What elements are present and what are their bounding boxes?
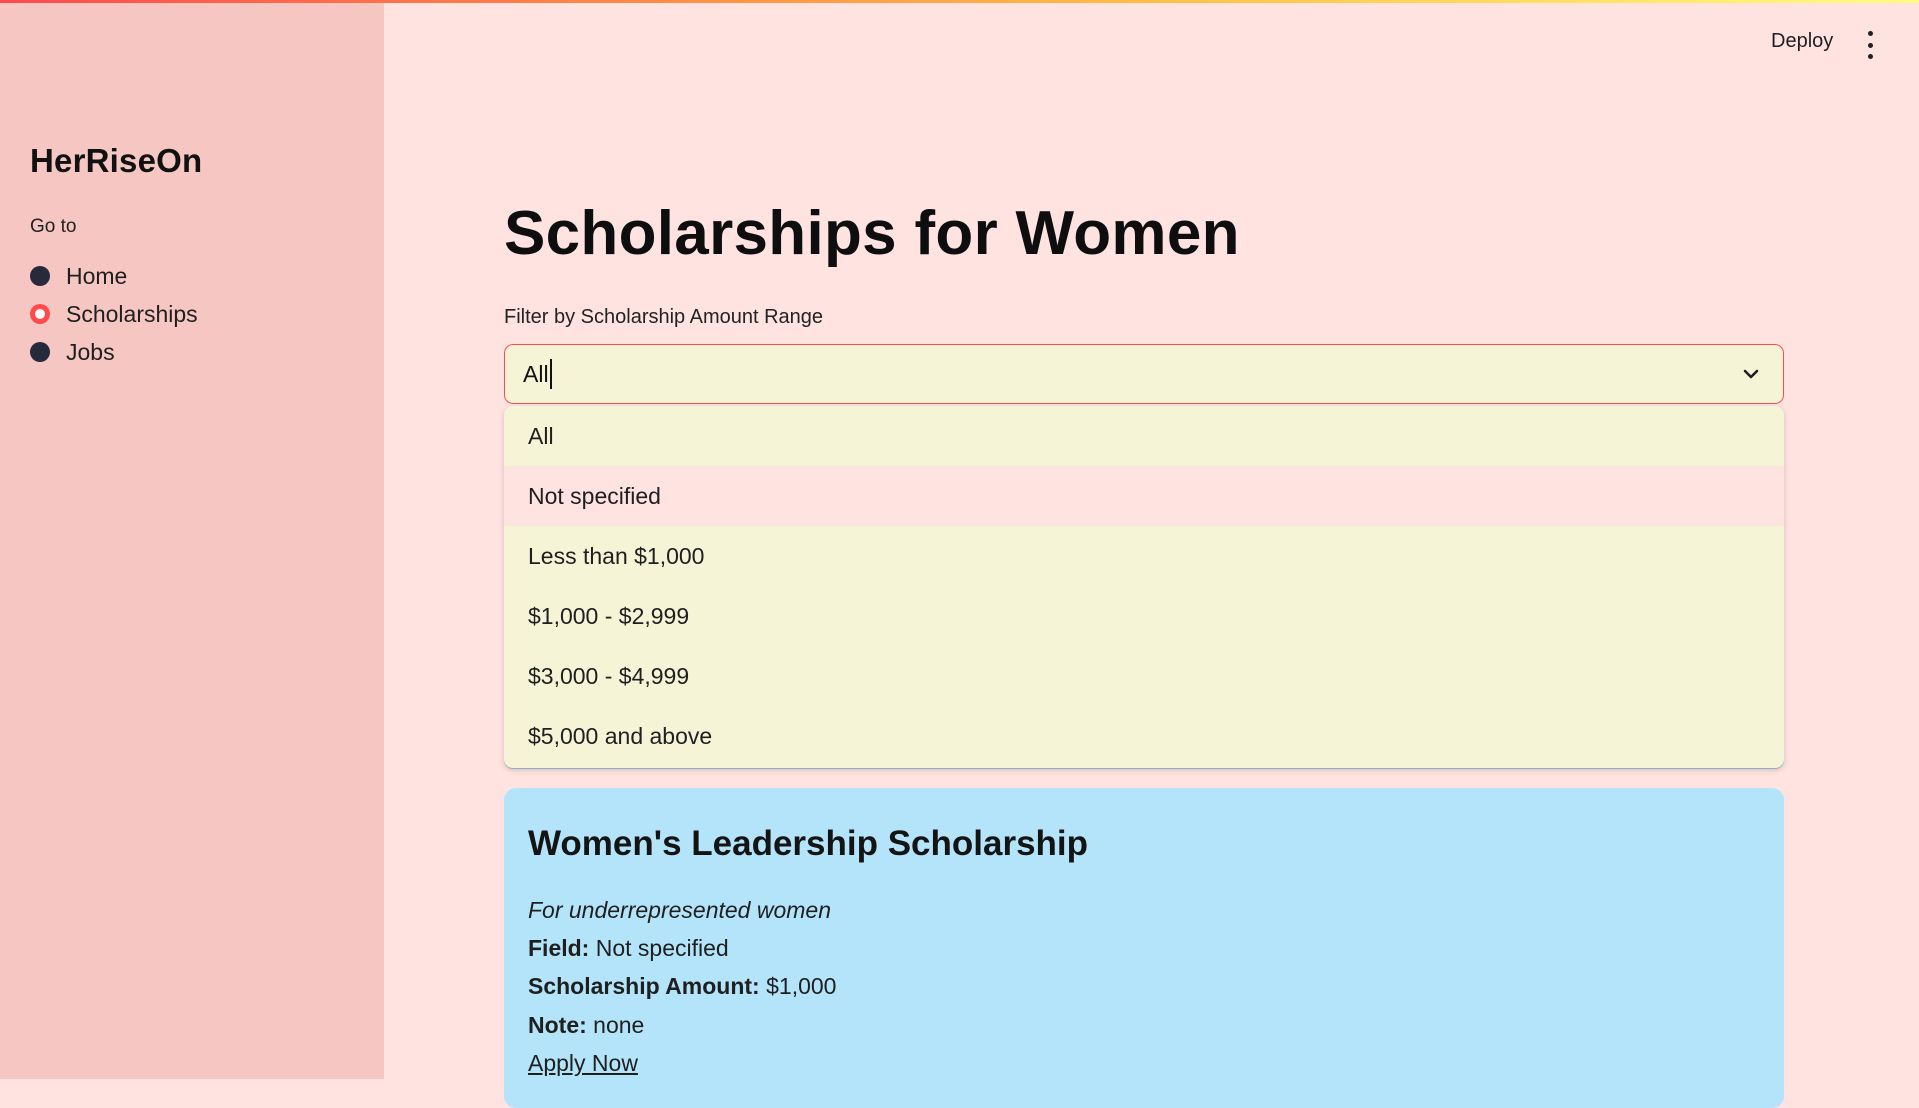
chevron-down-icon[interactable] [1741,364,1761,384]
scholarship-note [528,1012,644,1039]
nav-item-label: Home [66,262,128,289]
deploy-button[interactable]: Deploy [1771,30,1834,52]
radio-unselected-icon[interactable] [30,266,50,286]
kebab-menu-icon[interactable] [1860,31,1880,59]
nav-group-label: Go to [30,216,77,237]
text-caret [550,359,552,389]
dropdown-option[interactable]: $3,000 - $4,999 [528,662,690,689]
amount-range-select[interactable] [504,344,1784,404]
filter-label: Filter by Scholarship Amount Range [504,306,824,328]
scholarship-amount [528,973,836,1000]
scholarship-card [504,788,1784,1108]
scholarship-subtitle: For underrepresented women [528,897,831,923]
scholarship-title: Women's Leadership Scholarship [528,824,1089,863]
dropdown-option[interactable]: $1,000 - $2,999 [528,602,690,629]
radio-unselected-icon[interactable] [30,342,50,362]
nav-item-label: Jobs [66,338,115,365]
field-value: Not specified [595,935,729,961]
page-title: Scholarships for Women [504,199,1240,268]
nav-item-scholarships[interactable] [30,295,198,333]
apply-now-link[interactable]: Apply Now [528,1050,638,1076]
menu-dot [1868,31,1873,36]
note-label: Note: [528,1012,587,1038]
dropdown-option[interactable]: Less than $1,000 [528,542,705,569]
note-value: none [593,1012,645,1038]
dropdown-option[interactable]: Not specified [504,466,1784,526]
sidebar [0,0,384,1079]
radio-selected-icon[interactable] [30,304,50,324]
amount-range-dropdown-list [504,406,1784,768]
nav-item-home[interactable] [30,257,198,295]
app-title: HerRiseOn [30,142,203,179]
menu-dot [1868,43,1873,48]
nav-item-jobs[interactable] [30,333,198,371]
scholarship-field [528,935,729,962]
nav-item-label: Scholarships [66,300,198,327]
amount-value: $1,000 [766,973,837,999]
header-decoration-bar [0,0,1919,3]
menu-dot [1868,54,1873,59]
apply-row [528,1050,638,1077]
amount-label: Scholarship Amount: [528,973,760,999]
dropdown-option[interactable]: $5,000 and above [528,722,713,749]
nav-radio-group [30,257,198,371]
dropdown-option[interactable]: All [528,422,554,449]
select-current-value: All [523,360,549,387]
field-label: Field: [528,935,590,961]
